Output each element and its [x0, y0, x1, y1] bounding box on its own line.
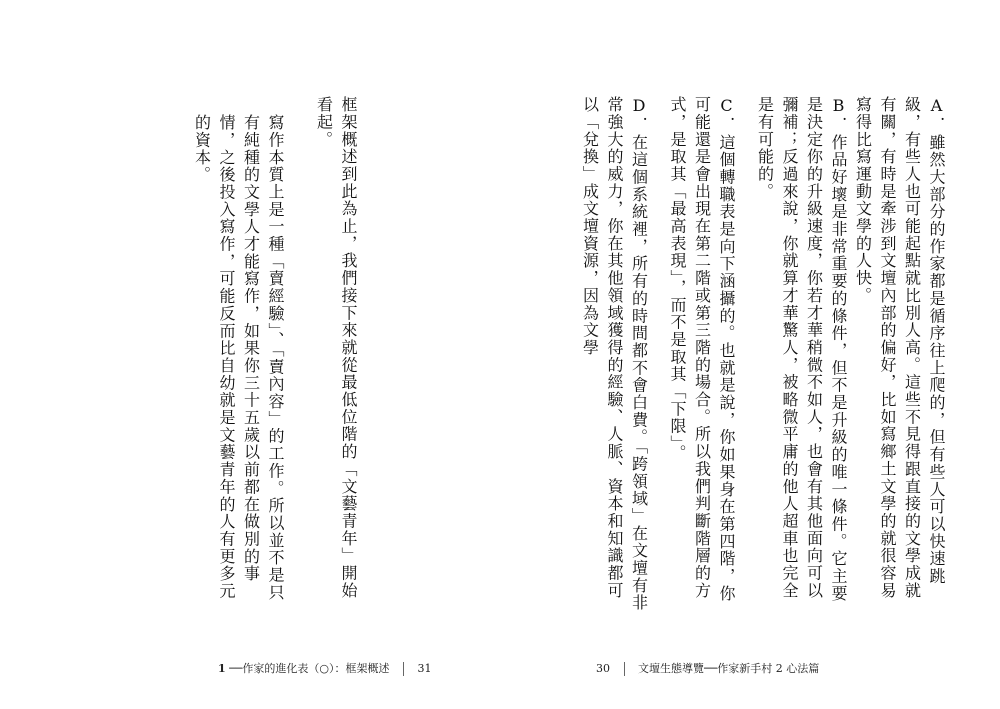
paragraph-selling-experience: 寫作本質上是一種「賣經驗」、「賣內容」的工作。所以並不是只有純種的文學人才能寫作，如果你三十五歲以前都在做別的事情，之後投入寫作，可能反而比自幼就是文藝青年的人有更多元的資本。: [192, 114, 285, 602]
chapter-number: 1: [218, 662, 226, 675]
left-page-footer: [218, 660, 432, 676]
right-page: [500, 0, 1000, 709]
list-item-a: A．雖然大部分的作家都是循序往上爬的，但有些人可以快速跳級，有些人也可能起點就比別人高。這些不見得跟直接的文學成就有關，有時是牽涉到文壇內部的偏好，比如寫鄉土文學的就很容易寫得比寫運動文學的人快。: [853, 96, 946, 600]
list-item-c: C．這個轉職表是向下涵攝的。也就是說，你如果身在第四階，你可能還是會出現在第二階或第三階的場合。所以我們判斷階層的方式，是取其「最高表現」，而不是取其「下限」。: [668, 96, 736, 603]
page-number: 31: [417, 662, 432, 675]
list-item-d: D．在這個系統裡，所有的時間都不會白費。「跨領域」在文壇有非常強大的威力，你在其他領域獲得的經驗、人脈、資本和知識都可以「兌換」成文壇資源，因為文學: [580, 96, 649, 612]
list-item-b: B．作品好壞是非常重要的條件，但不是升級的唯一條件。它主要是決定你的升級速度，你若才華稍微不如人，也會有其他面向可以彌補；反過來說，你就算才華驚人，被略微平庸的他人超車也完全是有可能的。: [755, 96, 848, 603]
footer-divider: [624, 662, 625, 676]
page-number: 30: [596, 662, 610, 675]
paragraph-framework-end: 框架概述到此為止，我們接下來就從最低位階的「文藝青年」開始看起。: [314, 96, 358, 600]
book-title: 文壇生態導覽──作家新手村 2 心法篇: [638, 662, 820, 675]
right-page-body: [563, 96, 948, 616]
footer-divider: [403, 662, 404, 676]
left-page-body: [189, 96, 360, 616]
right-page-footer: [596, 660, 819, 676]
chapter-title: ──作家的進化表（○）：框架概述: [229, 662, 390, 675]
